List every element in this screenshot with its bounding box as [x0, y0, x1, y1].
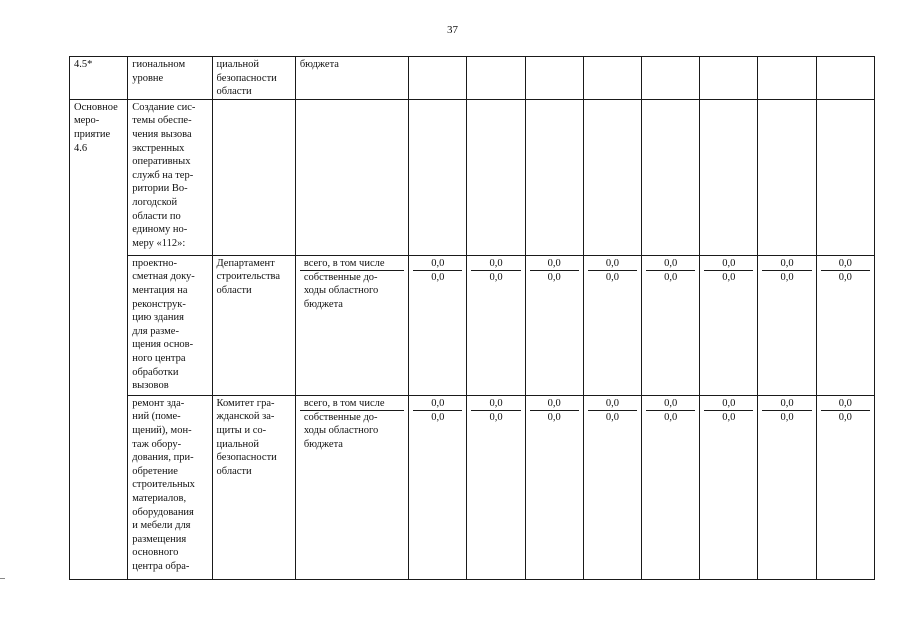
- cell-value: [467, 395, 525, 579]
- value-total: 0,0: [821, 397, 870, 411]
- cell-value: [700, 395, 758, 579]
- source-total-label: всего, в том числе: [300, 257, 404, 271]
- value-total: 0,0: [704, 257, 753, 271]
- value-own: 0,0: [780, 411, 794, 423]
- value-total: 0,0: [762, 397, 811, 411]
- cell-value: [758, 255, 816, 395]
- value-total: 0,0: [471, 257, 520, 271]
- cell-value: [816, 255, 874, 395]
- value-total: 0,0: [821, 257, 870, 271]
- cell-value: [642, 99, 700, 255]
- cell-number: Основное меро- приятие 4.6: [70, 99, 128, 579]
- cell-value: [525, 99, 583, 255]
- value-own: 0,0: [722, 271, 736, 283]
- cell-value: [583, 99, 641, 255]
- value-own: 0,0: [431, 271, 445, 283]
- cell-value: [642, 57, 700, 100]
- cell-value: [816, 99, 874, 255]
- cell-value: [525, 395, 583, 579]
- value-total: 0,0: [762, 257, 811, 271]
- cell-value: [467, 255, 525, 395]
- cell-value: [816, 395, 874, 579]
- cell-value: [642, 395, 700, 579]
- table-row: [70, 255, 875, 395]
- cell-value: [700, 99, 758, 255]
- cell-source: [295, 255, 408, 395]
- cell-executor: Комитет гра- жданской за- щиты и со- циальной безопасности области: [212, 395, 295, 579]
- value-own: 0,0: [664, 411, 678, 423]
- value-own: 0,0: [838, 271, 852, 283]
- cell-value: [583, 255, 641, 395]
- value-total: 0,0: [413, 257, 462, 271]
- value-own: 0,0: [664, 271, 678, 283]
- value-total: 0,0: [646, 257, 695, 271]
- value-own: 0,0: [431, 411, 445, 423]
- value-own: 0,0: [780, 271, 794, 283]
- cell-executor: Департамент строительства области: [212, 255, 295, 395]
- value-total: 0,0: [646, 397, 695, 411]
- value-own: 0,0: [547, 271, 561, 283]
- cell-value: [758, 395, 816, 579]
- cell-value: [525, 57, 583, 100]
- cell-source: бюджета: [295, 57, 408, 100]
- value-own: 0,0: [838, 411, 852, 423]
- table-row: [70, 99, 875, 255]
- value-total: 0,0: [471, 397, 520, 411]
- cell-value: [409, 99, 467, 255]
- table-row: [70, 57, 875, 100]
- cell-value: [816, 57, 874, 100]
- cell-value: [409, 255, 467, 395]
- cell-value: [700, 57, 758, 100]
- value-total: 0,0: [530, 397, 579, 411]
- value-total: 0,0: [704, 397, 753, 411]
- value-total: 0,0: [413, 397, 462, 411]
- value-total: 0,0: [588, 397, 637, 411]
- cell-value: [642, 255, 700, 395]
- cell-activity: гиональном уровне: [128, 57, 212, 100]
- cell-value: [700, 255, 758, 395]
- cell-value: [583, 57, 641, 100]
- cell-value: [409, 395, 467, 579]
- value-own: 0,0: [605, 411, 619, 423]
- scan-margin-mark: [0, 578, 5, 579]
- cell-executor: [212, 99, 295, 255]
- cell-value: [758, 57, 816, 100]
- source-own-label: собственные до- ходы областного бюджета: [303, 411, 379, 450]
- cell-executor: циальной безопасности области: [212, 57, 295, 100]
- value-own: 0,0: [605, 271, 619, 283]
- cell-value: [467, 99, 525, 255]
- cell-activity: Создание сис- темы обеспе- чения вызова экстренных оперативных служб на тер- ритории Во- логодской области по единому но- меру «112»:: [128, 99, 212, 255]
- value-own: 0,0: [489, 271, 503, 283]
- value-own: 0,0: [722, 411, 736, 423]
- value-own: 0,0: [489, 411, 503, 423]
- page-number: 37: [447, 24, 458, 36]
- source-total-label: всего, в том числе: [300, 397, 404, 411]
- source-own-label: собственные до- ходы областного бюджета: [303, 271, 379, 310]
- cell-value: [758, 99, 816, 255]
- value-total: 0,0: [588, 257, 637, 271]
- cell-value: [583, 395, 641, 579]
- budget-table: [69, 56, 875, 580]
- cell-number: 4.5*: [70, 57, 128, 100]
- cell-source: [295, 99, 408, 255]
- cell-value: [525, 255, 583, 395]
- table-row: [70, 395, 875, 579]
- cell-activity: проектно- сметная доку- ментация на реконструк- цию здания для разме- щения основ- ного центра обработки вызовов: [128, 255, 212, 395]
- cell-value: [467, 57, 525, 100]
- value-total: 0,0: [530, 257, 579, 271]
- cell-activity: ремонт зда- ний (поме- щений), мон- таж обору- дования, при- обретение строительных материалов, оборудования и мебели для размещения основного центра обра-: [128, 395, 212, 579]
- cell-source: [295, 395, 408, 579]
- cell-value: [409, 57, 467, 100]
- value-own: 0,0: [547, 411, 561, 423]
